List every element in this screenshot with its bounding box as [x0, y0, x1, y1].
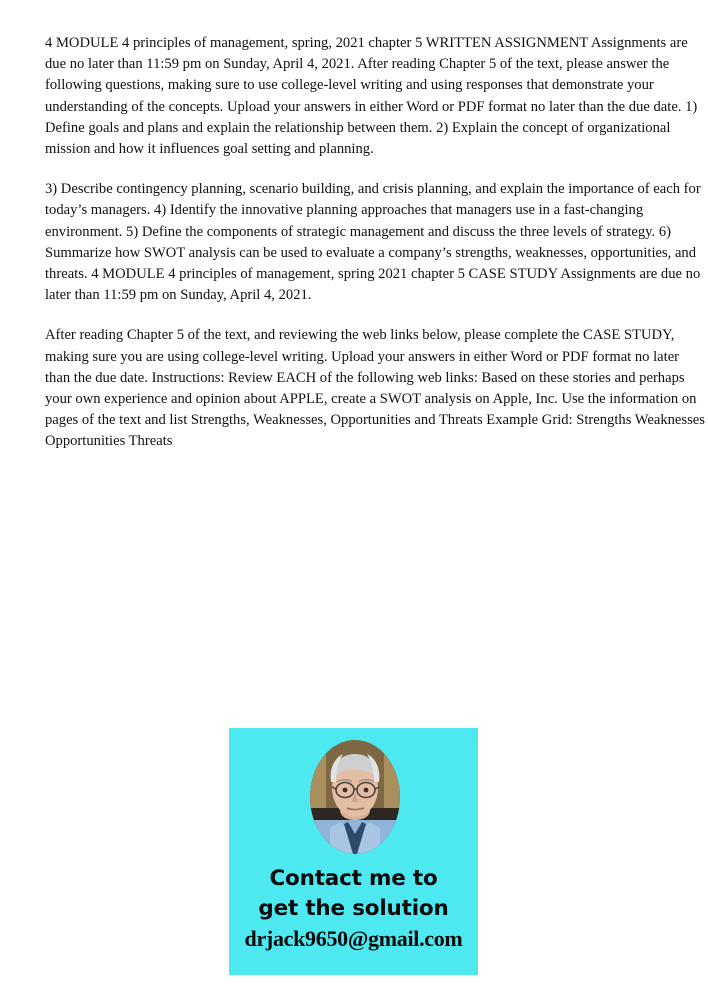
avatar	[310, 740, 400, 854]
promo-headline-line-1: Contact me to	[269, 866, 438, 891]
contact-email-text: drjack9650@gmail.com	[244, 926, 463, 951]
paragraph-questions-continued: 3) Describe contingency planning, scenario building, and crisis planning, and explain the importance of each for today’s managers. 4) Identify the innovative planning approaches that managers use in a fast-changing environment. 5) Define the components of strategic management and discuss the three levels of strategy. 6) Summarize how SWOT analysis can be used to evaluate a company’s strengths, weaknesses, opportunities, and threats. 4 MODULE 4 principles of management, spring 2021 chapter 5 CASE STUDY Assignments are due no later than 11:59 pm on Sunday, April 4, 2021.	[45, 181, 701, 304]
paragraph-case-study: After reading Chapter 5 of the text, and reviewing the web links below, please complete the CASE STUDY, making sure you are using college-level writing. Upload your answers in either Word or PDF format no later than the due date. Instructions: Review EACH of the following web links: Based on these stories and perhaps your own experience and opinion about APPLE, create a SWOT analysis on Apple, Inc. Use the information on pages of the text and list Strengths, Weaknesses, Opportunities and Threats Example Grid: Strengths Weaknesses Opportunities Threats	[45, 327, 705, 450]
paragraph-written-assignment: 4 MODULE 4 principles of management, spring, 2021 chapter 5 WRITTEN ASSIGNMENT Assignments are due no later than 11:59 pm on Sunday, April 4, 2021. After reading Chapter 5 of the text, please answer the following questions, making sure to use college-level writing and using responses that demonstrate your understanding of the concepts. Upload your answers in either Word or PDF format no later than the due date. 1) Define goals and plans and explain the relationship between them. 2) Explain the concept of organizational mission and how it influences goal setting and planning.	[45, 35, 698, 158]
portrait-photo-icon	[310, 740, 400, 854]
contact-promo-card	[229, 728, 478, 975]
promo-headline-line-2: get the solution	[258, 896, 449, 921]
document-text-body	[45, 33, 705, 453]
